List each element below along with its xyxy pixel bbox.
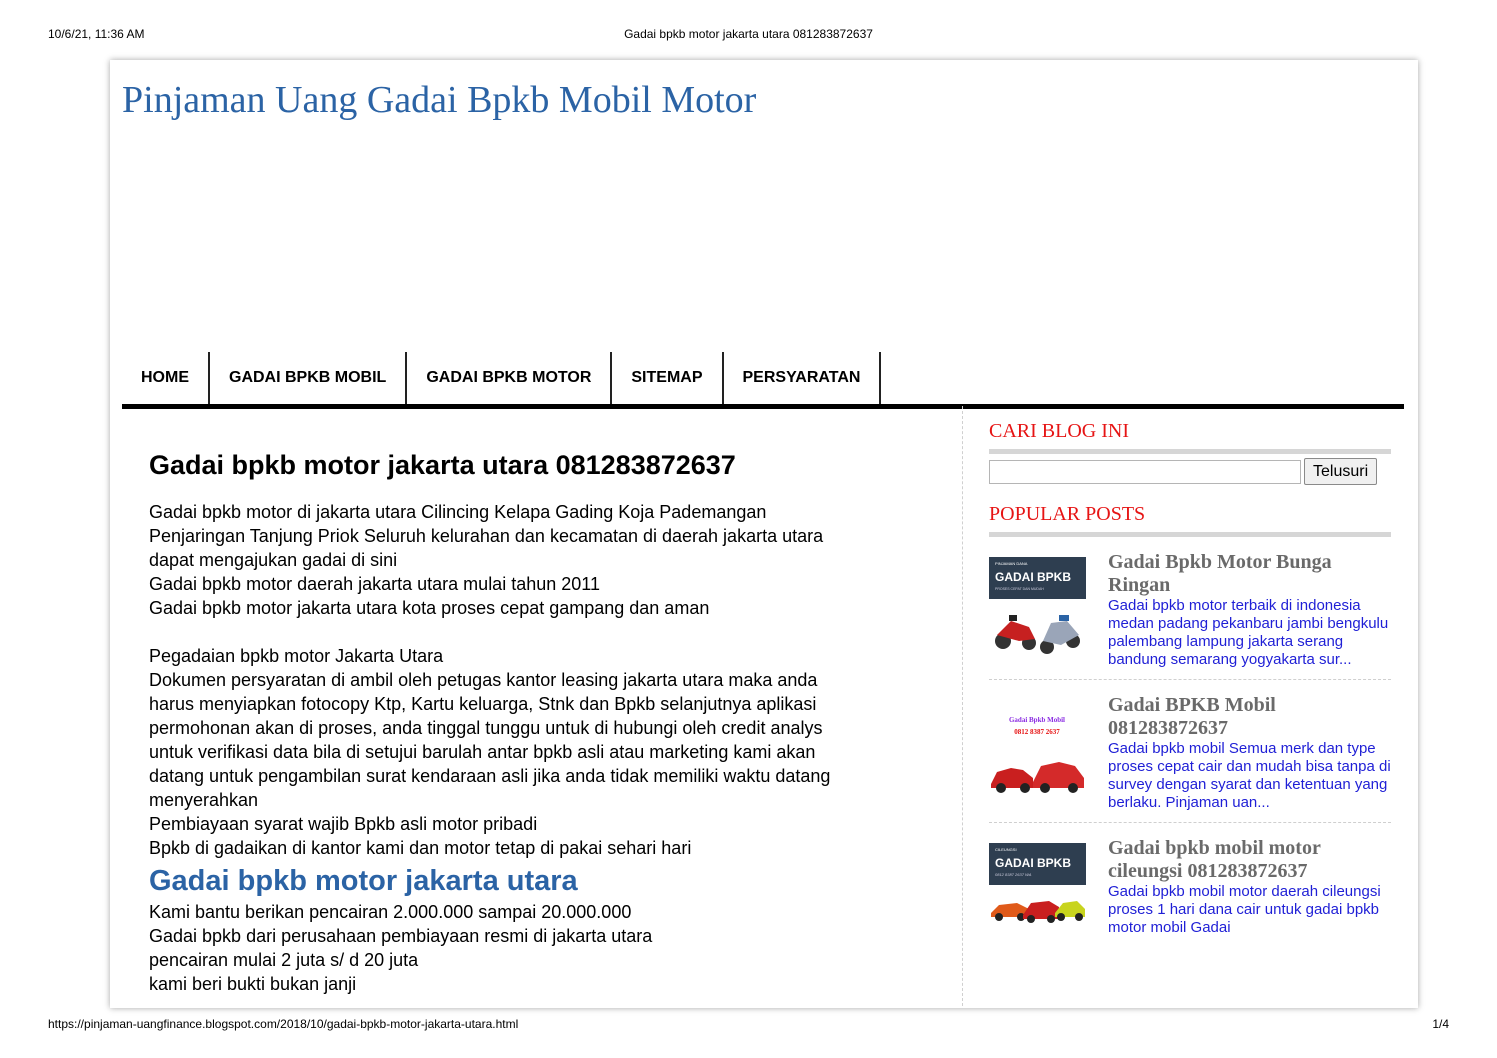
search-button[interactable]: Telusuri [1304, 458, 1377, 485]
text-line: Pegadaian bpkb motor Jakarta Utara [149, 646, 444, 666]
scooter-blue-icon [1040, 615, 1080, 654]
post-paragraph-3 [149, 900, 929, 996]
thumb-text: PROSES CEPAT DAN MUDAH [995, 587, 1044, 591]
post-subheading: Gadai bpkb motor jakarta utara [149, 865, 578, 897]
popular-post-title[interactable]: Gadai Bpkb Motor Bunga Ringan [1108, 551, 1332, 596]
print-footer-url: https://pinjaman-uangfinance.blogspot.com/2018/10/gadai-bpkb-motor-jakarta-utara.html [48, 1017, 519, 1031]
post-thumbnail-cileungsi[interactable] [989, 843, 1086, 943]
post-thumbnail-mobil[interactable] [989, 700, 1086, 800]
print-datetime: 10/6/21, 11:36 AM [48, 27, 145, 41]
post-content [149, 448, 929, 996]
post-title: Gadai bpkb motor jakarta utara 081283872637 [149, 450, 736, 480]
text-line: Gadai bpkb dari perusahaan pembiayaan resmi di jakarta utara [149, 926, 653, 946]
print-doc-title: Gadai bpkb motor jakarta utara 081283872637 [624, 27, 873, 41]
car-yellow-icon [1055, 901, 1085, 921]
nav-bar [122, 352, 1404, 409]
nav-item-home[interactable]: HOME [122, 352, 210, 404]
text-line: Gadai bpkb motor jakarta utara kota proses cepat gampang dan aman [149, 598, 710, 618]
text-line: Bpkb di gadaikan di kantor kami dan motor tetap di pakai sehari hari [149, 838, 692, 858]
post-paragraph-2 [149, 644, 929, 860]
popular-post[interactable] [989, 680, 1391, 823]
search-widget-title: CARI BLOG INI [989, 420, 1391, 454]
popular-post-title[interactable]: Gadai bpkb mobil motor cileungsi 081283872637 [1108, 837, 1321, 882]
post-paragraph-1 [149, 500, 929, 620]
text-line: permohonan akan di proses, anda tinggal tunggu untuk di hubungi oleh credit analys [149, 718, 823, 738]
text-line: Gadai bpkb motor di jakarta utara Cilincing Kelapa Gading Koja Pademangan [149, 502, 767, 522]
text-line: kami beri bukti bukan janji [149, 974, 357, 994]
thumb-text: 0812 8387 2637 WA [995, 872, 1032, 877]
car-red-icon [1023, 901, 1059, 923]
nav-item-sitemap[interactable]: SITEMAP [612, 352, 723, 404]
popular-post[interactable] [989, 823, 1391, 953]
popular-post[interactable] [989, 537, 1391, 680]
thumb-text: Gadai Bpkb Mobil [1008, 716, 1066, 724]
popular-post-snippet[interactable]: Gadai bpkb motor terbaik di indonesia medan padang pekanbaru jambi bengkulu palembang lampung jakarta serang bandung semarang yogyakarta sur... [1108, 597, 1389, 668]
blog-title[interactable]: Pinjaman Uang Gadai Bpkb Mobil Motor [122, 79, 757, 121]
thumb-text: 0812 8387 2637 [1014, 728, 1060, 736]
popular-post-title[interactable]: Gadai BPKB Mobil 081283872637 [1108, 694, 1276, 739]
blog-page [110, 60, 1418, 1008]
text-line: datang untuk pengambilan surat kendaraan asli jika anda tidak memiliki waktu datang [149, 766, 831, 786]
text-line: harus menyiapkan fotocopy Ktp, Kartu keluarga, Stnk dan Bpkb selanjutnya aplikasi [149, 694, 817, 714]
thumb-text: GADAI BPKB [995, 570, 1072, 584]
print-page-number: 1/4 [1432, 1017, 1449, 1031]
thumb-text: GADAI BPKB [995, 856, 1072, 870]
text-line: menyerahkan [149, 790, 259, 810]
search-input[interactable] [989, 460, 1301, 484]
text-line: Kami bantu berikan pencairan 2.000.000 sampai 20.000.000 [149, 902, 632, 922]
text-line: Gadai bpkb motor daerah jakarta utara mulai tahun 2011 [149, 574, 600, 594]
popular-posts-title: POPULAR POSTS [989, 503, 1391, 537]
text-line: Penjaringan Tanjung Priok Seluruh kelurahan dan kecamatan di daerah jakarta utara [149, 526, 824, 546]
scooter-red-icon [995, 615, 1036, 650]
text-line: untuk verifikasi data bila di setujui barulah antar bpkb asli atau marketing kami akan [149, 742, 816, 762]
text-line: Pembiayaan syarat wajib Bpkb asli motor pribadi [149, 814, 538, 834]
nav-item-persyaratan[interactable]: PERSYARATAN [724, 352, 882, 404]
thumb-text: PINJAMAN DANA [995, 561, 1028, 566]
sidebar [989, 420, 1391, 953]
text-line: Dokumen persyaratan di ambil oleh petugas kantor leasing jakarta utara maka anda [149, 670, 818, 690]
sidebar-divider [962, 406, 963, 1006]
popular-post-snippet[interactable]: Gadai bpkb mobil Semua merk dan type proses cepat cair dan mudah bisa tanpa di survey dengan syarat dan ketentuan yang berlaku. Pinjaman uan... [1108, 740, 1391, 811]
text-line: pencairan mulai 2 juta s/ d 20 juta [149, 950, 419, 970]
popular-post-snippet[interactable]: Gadai bpkb mobil motor daerah cileungsi proses 1 hari dana cair untuk gadai bpkb motor mobil Gadai [1108, 883, 1381, 936]
thumb-text: CILEUNGSI [995, 847, 1017, 852]
text-line: dapat mengajukan gadai di sini [149, 550, 398, 570]
nav-item-gadai-bpkb-mobil[interactable]: GADAI BPKB MOBIL [210, 352, 407, 404]
post-thumbnail-motor[interactable] [989, 557, 1086, 657]
nav-item-gadai-bpkb-motor[interactable]: GADAI BPKB MOTOR [407, 352, 612, 404]
search-form [989, 458, 1391, 485]
